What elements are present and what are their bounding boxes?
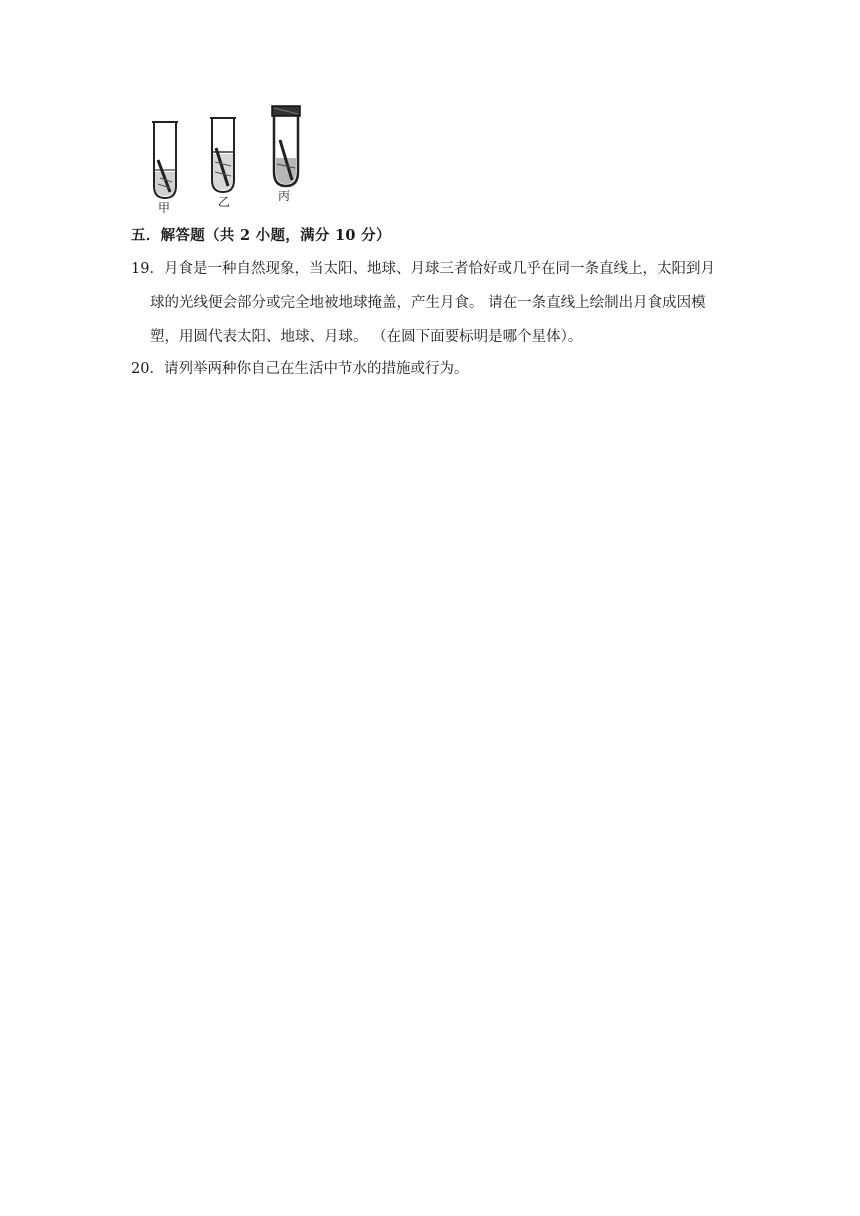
test-tube-jia	[152, 122, 178, 198]
question-19	[131, 252, 741, 354]
question-19-line-2: 球的光线便会部分或完全地被地球掩盖，产生月食。 请在一条直线上绘制出月食成因模	[150, 295, 706, 311]
question-20	[131, 352, 741, 386]
test-tube-yi	[210, 118, 236, 192]
question-20-text-1: 请列举两种你自己在生活中节水的措施或行为。	[163, 361, 469, 377]
question-19-line-1	[131, 252, 741, 286]
test-tubes-illustration	[146, 100, 316, 216]
label-yi: 乙	[218, 195, 231, 209]
question-20-line-1	[131, 352, 741, 386]
test-tube-bing	[272, 106, 300, 186]
question-20-number: 20．	[131, 361, 164, 377]
label-jia: 甲	[158, 201, 171, 215]
label-bing: 丙	[278, 189, 291, 203]
question-19-text-1: 月食是一种自然现象，当太阳、地球、月球三者恰好或几乎在同一条直线上，太阳到月	[163, 261, 715, 277]
question-19-number: 19．	[131, 261, 164, 277]
test-tubes-figure	[146, 100, 316, 216]
question-19-line-3: 塑，用圆代表太阳、地球、月球。 （在圆下面要标明是哪个星体）。	[150, 329, 583, 345]
section-heading: 五．解答题（共 2 小题，满分 10 分）	[131, 227, 391, 244]
